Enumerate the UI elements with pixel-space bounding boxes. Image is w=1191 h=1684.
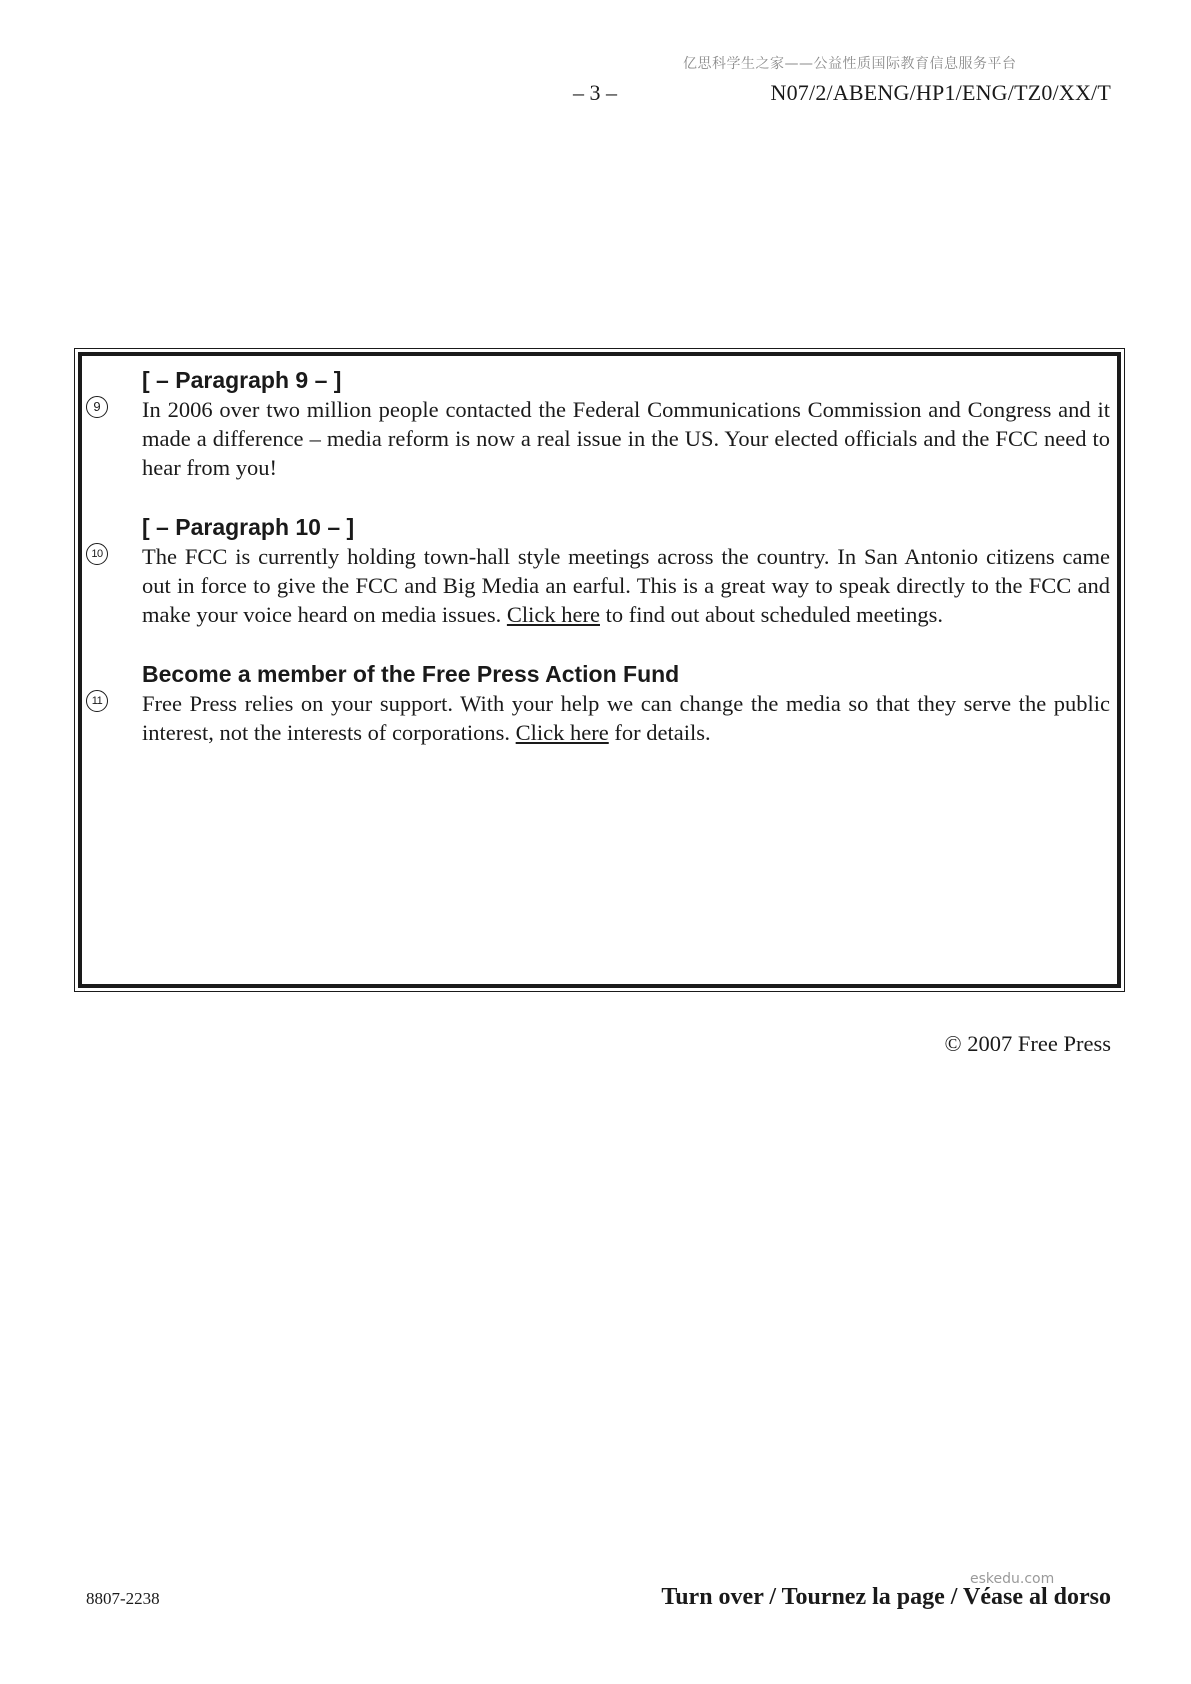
paragraph-number-9: 9 [86, 396, 108, 418]
paragraph-10-text-after: to find out about scheduled meetings. [599, 602, 944, 627]
paragraph-number-10: 10 [86, 543, 108, 565]
paragraph-11-section [91, 659, 1110, 747]
meetings-click-here-link[interactable]: Click here [506, 602, 600, 627]
paragraph-10-text-before: The FCC is currently holding town-hall style meetings across the country. In San Antonio citizens came out in force to give the FCC and Big Media an earful. This is a great way to speak directly to the FCC and make your voice heard on media issues. [142, 544, 1110, 627]
header-watermark: 亿思科学生之家——公益性质国际教育信息服务平台 [683, 56, 1017, 72]
paragraph-10-text [142, 542, 1110, 629]
paragraph-9-text: In 2006 over two million people contacted the Federal Communications Commission and Congress and it made a difference – media reform is now a real issue in the US. Your elected officials and the FCC need to hear from you! [142, 397, 1110, 480]
page-number: – 3 – [573, 80, 617, 105]
document-id: 8807-2238 [86, 1589, 160, 1608]
text-frame-content [91, 365, 1110, 777]
paragraph-11-text-before: Free Press relies on your support. With your help we can change the media so that they serve the public interest, not the interests of corporations. [142, 691, 1110, 745]
paragraph-11-text-after: for details. [608, 720, 711, 745]
paragraph-10-section [91, 512, 1110, 629]
paragraph-9-heading: [ – Paragraph 9 – ] [142, 367, 342, 393]
exam-code: N07/2/ABENG/HP1/ENG/TZ0/XX/T [770, 80, 1111, 105]
membership-heading: Become a member of the Free Press Action Fund [142, 661, 680, 687]
paragraph-10-heading: [ – Paragraph 10 – ] [142, 514, 355, 540]
turn-over-notice: Turn over / Tournez la page / Véase al dorso [661, 1584, 1111, 1610]
details-click-here-link[interactable]: Click here [515, 720, 609, 745]
copyright-notice: © 2007 Free Press [944, 1031, 1111, 1056]
paragraph-9-section [93, 365, 1110, 482]
paragraph-11-text [142, 689, 1110, 747]
footer-watermark: eskedu.com [970, 1571, 1055, 1587]
paragraph-number-11: 11 [86, 690, 108, 712]
